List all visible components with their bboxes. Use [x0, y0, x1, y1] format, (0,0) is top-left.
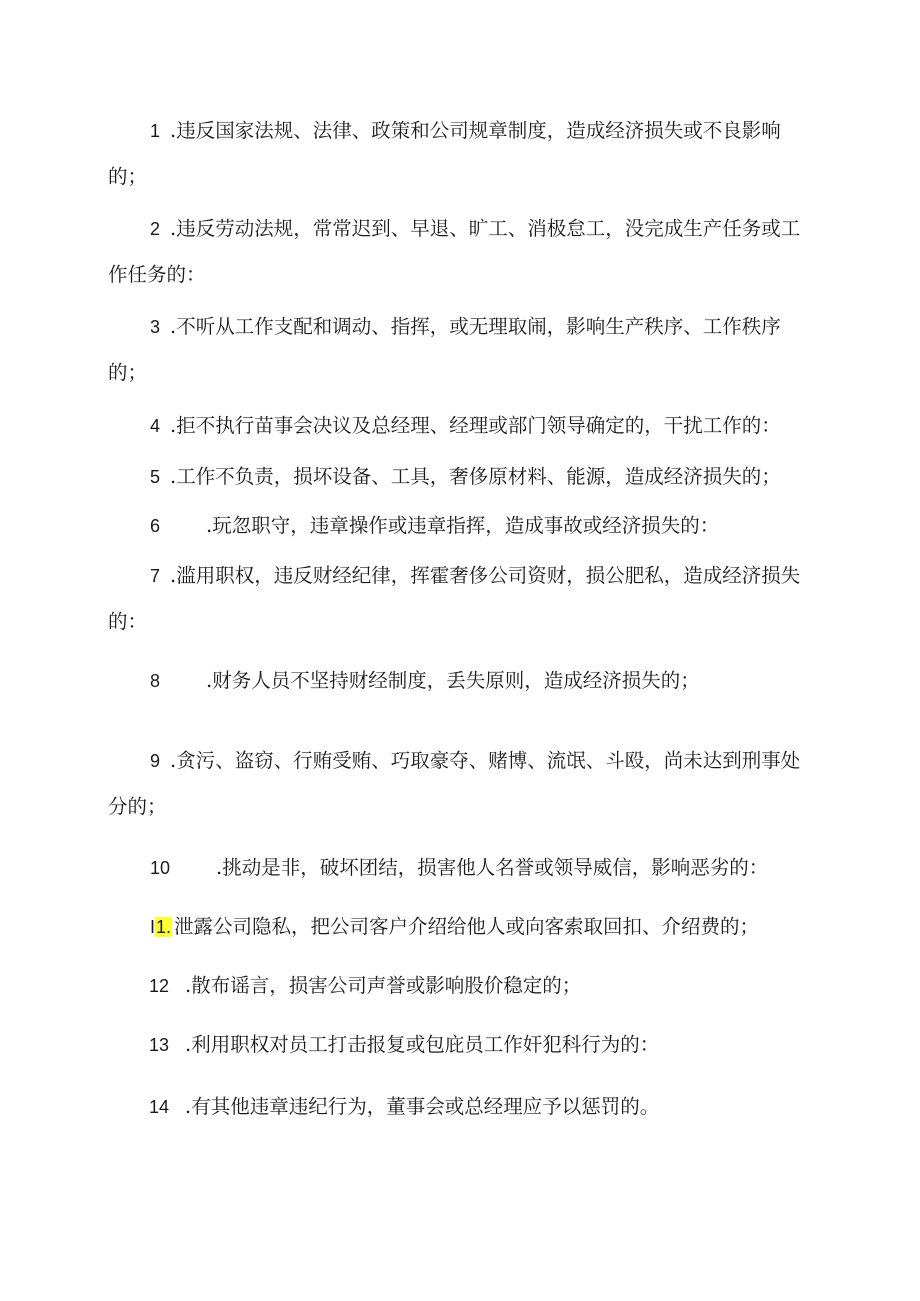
- clause-text: .滥用职权，违反财经纪律，挥霍奢侈公司资财，损公肥私，造成经济损失的：: [108, 564, 801, 633]
- clause-number: 9: [150, 751, 161, 771]
- clause-8: [108, 658, 808, 704]
- clause-number: 2: [150, 219, 161, 239]
- clause-text: .贪污、盗窃、行贿受贿、巧取豪夺、赌博、流氓、斗殴，尚未达到刑事处分的；: [108, 749, 801, 818]
- clause-10: [108, 845, 808, 891]
- clause-number: 14: [149, 1097, 170, 1117]
- clause-1: [108, 108, 808, 200]
- clause-3: [108, 304, 808, 396]
- clause-6: [108, 503, 808, 549]
- clause-9: [108, 738, 808, 830]
- highlighted-number: 1.: [156, 917, 172, 937]
- clause-text: .违反劳动法规，常常迟到、早退、旷工、消极怠工，没完成生产任务或工作任务的：: [108, 217, 801, 286]
- clause-number: 5: [150, 467, 161, 487]
- clause-number: 1: [150, 121, 161, 141]
- clause-number-prefix: I: [150, 917, 156, 937]
- clause-number: 13: [149, 1035, 170, 1055]
- clause-number: 4: [150, 416, 161, 436]
- clause-11: [108, 904, 808, 950]
- clause-7: [108, 553, 808, 645]
- clause-text: .利用职权对员工打击报复或包庇员工作奸犯科行为的：: [185, 1033, 660, 1056]
- clause-text: .财务人员不坚持财经制度，丢失原则，造成经济损失的；: [206, 669, 700, 692]
- clause-2: [108, 206, 808, 298]
- clause-text: .挑动是非，破坏团结，损害他人名誉或领导威信，影响恶劣的：: [216, 856, 769, 879]
- clause-number: 3: [150, 317, 161, 337]
- clause-number: 8: [150, 671, 161, 691]
- clause-text: .拒不执行苗事会决议及总经理、经理或部门领导确定的，干扰工作的：: [170, 414, 781, 437]
- clause-14: [108, 1084, 808, 1130]
- clause-text: 泄露公司隐私，把公司客户介绍给他人或向客索取回扣、介绍费的；: [174, 915, 760, 938]
- clause-number: [150, 904, 174, 950]
- clause-number: 10: [150, 858, 171, 878]
- clause-text: .玩忽职守，违章操作或违章指挥，造成事故或经济损失的：: [206, 514, 720, 537]
- clause-text: .不听从工作支配和调动、指挥，或无理取闹，影响生产秩序、工作秩序的；: [108, 315, 781, 384]
- clause-13: [108, 1022, 808, 1068]
- clause-4: [108, 403, 808, 449]
- clause-5: [108, 454, 808, 500]
- clause-number: 7: [150, 566, 161, 586]
- clause-12: [108, 963, 808, 1009]
- clause-text: .散布谣言，损害公司声誉或影响股价稳定的；: [185, 974, 582, 997]
- clause-text: .工作不负责，损坏设备、工具，奢侈原材料、能源，造成经济损失的；: [170, 465, 781, 488]
- clause-text: .违反国家法规、法律、政策和公司规章制度，造成经济损失或不良影响的；: [108, 119, 781, 188]
- clause-number: 6: [150, 516, 161, 536]
- clause-text: .有其他违章违纪行为，董事会或总经理应予以惩罚的。: [185, 1095, 660, 1118]
- clause-number: 12: [149, 976, 170, 996]
